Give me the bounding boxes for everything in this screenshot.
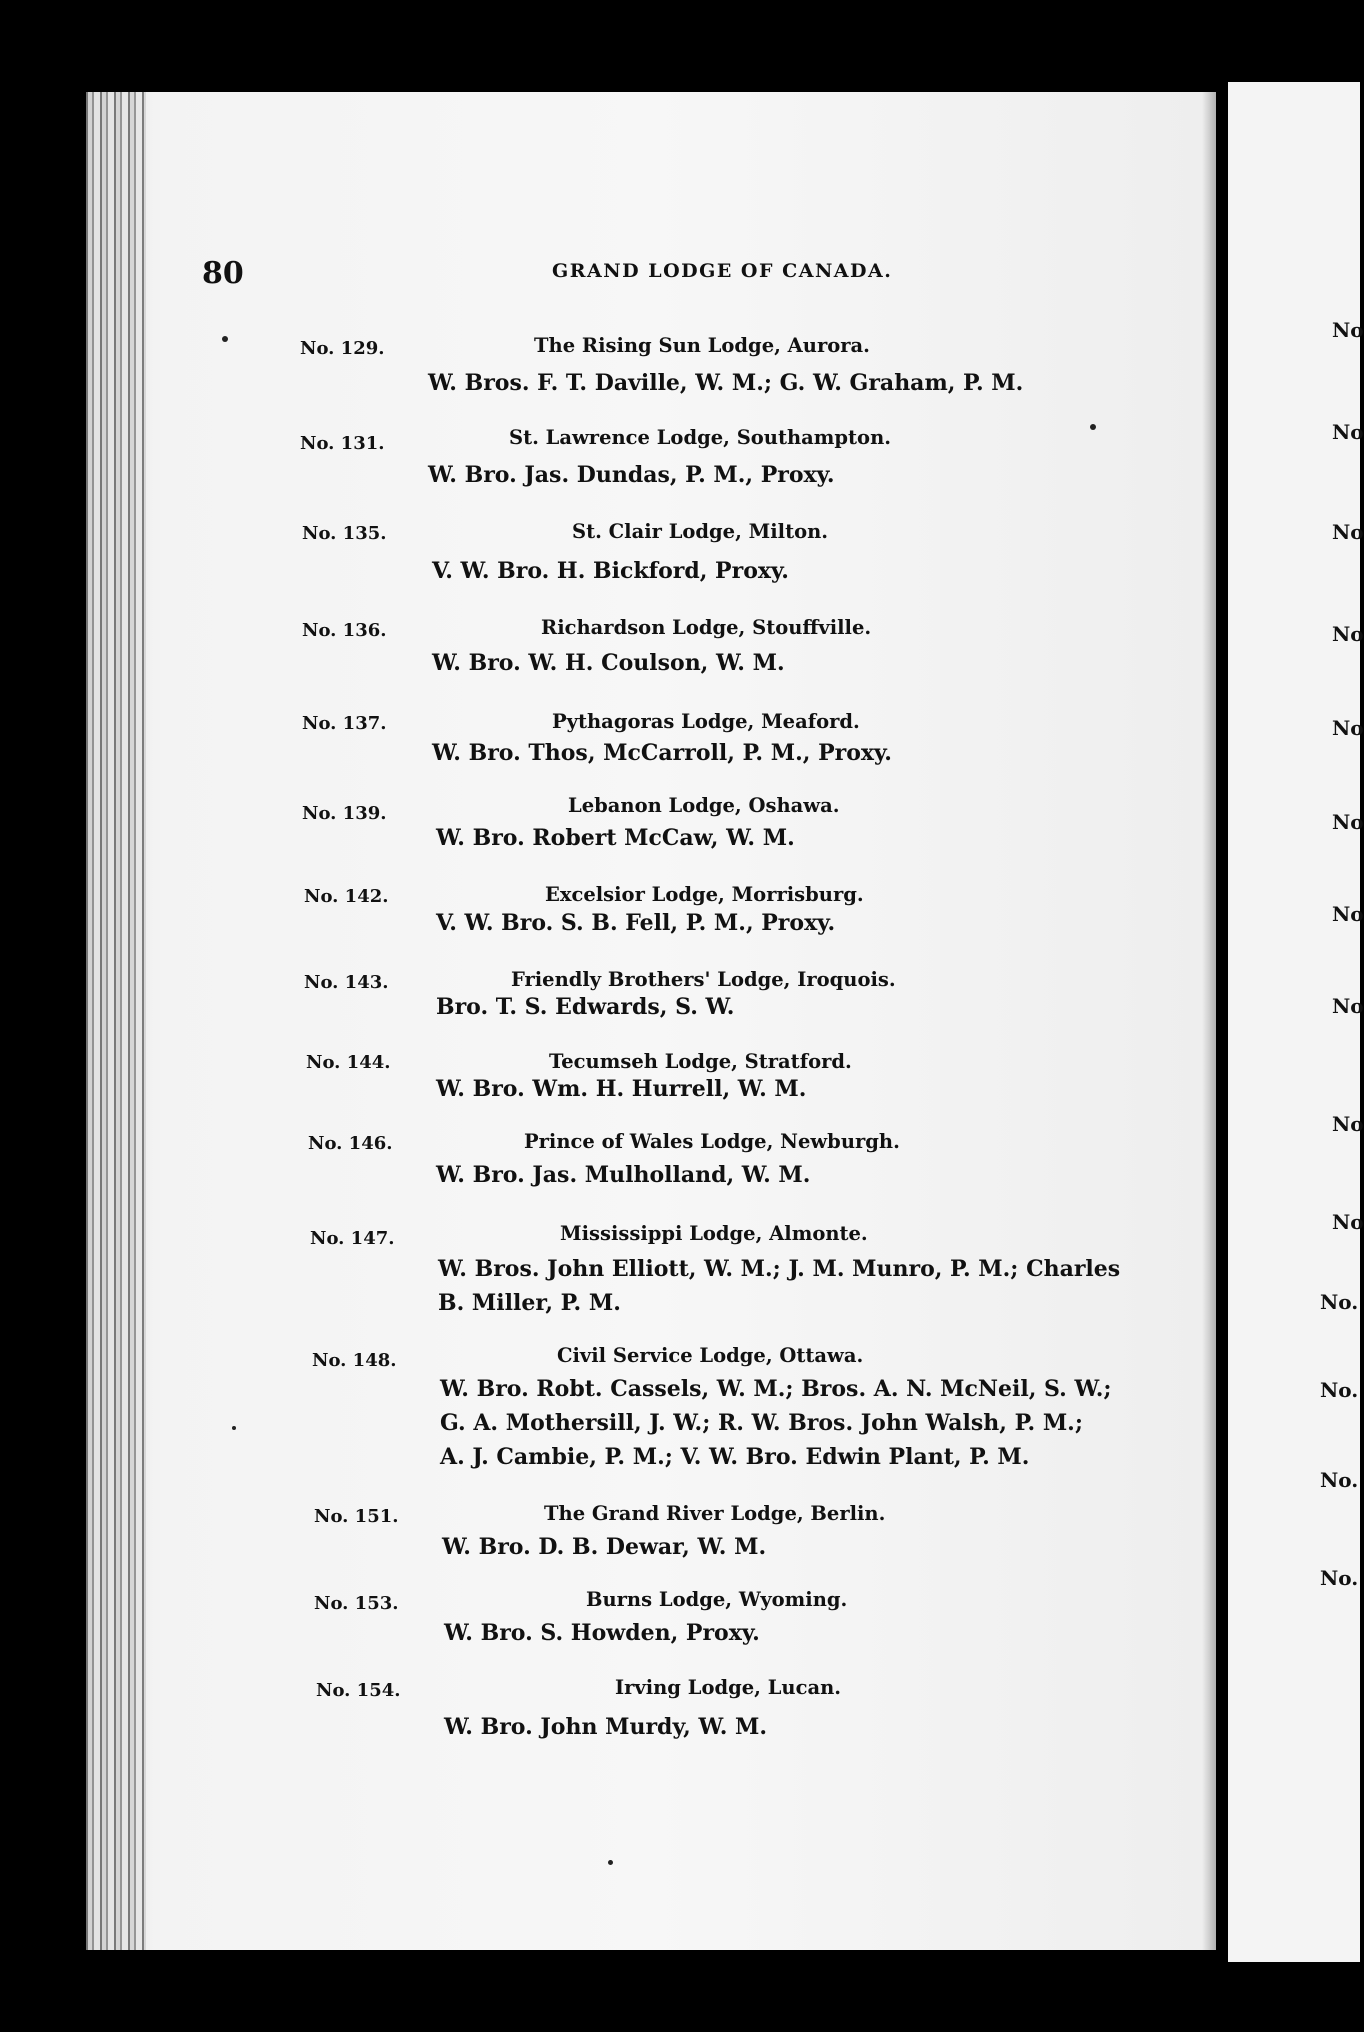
lodge-number: No. 147. — [310, 1228, 395, 1249]
representative-line: W. Bros. John Elliott, W. M.; J. M. Munro, P. M.; Charles — [438, 1256, 1121, 1282]
representative-line: Bro. T. S. Edwards, S. W. — [436, 994, 735, 1020]
lodge-number: No. 137. — [302, 713, 387, 734]
facing-page-fragment: No. — [1320, 1378, 1359, 1402]
representative-line: W. Bro. Wm. H. Hurrell, W. M. — [436, 1076, 807, 1102]
lodge-name: Civil Service Lodge, Ottawa. — [557, 1344, 864, 1367]
facing-page-fragment: No — [1332, 1210, 1364, 1234]
facing-page-fragment: No. — [1320, 1290, 1359, 1314]
lodge-number: No. 143. — [304, 972, 389, 993]
facing-page-fragment: No — [1332, 420, 1364, 444]
representative-line: W. Bro. W. H. Coulson, W. M. — [432, 650, 785, 676]
right-page-edge — [1228, 82, 1364, 1962]
facing-page-fragment: No. — [1320, 1468, 1359, 1492]
lodge-number: No. 153. — [314, 1593, 399, 1614]
representative-line: W. Bro. S. Howden, Proxy. — [444, 1620, 760, 1646]
lodge-name: St. Lawrence Lodge, Southampton. — [509, 426, 892, 449]
lodge-number: No. 146. — [308, 1133, 393, 1154]
facing-page-fragment: No. — [1320, 1566, 1359, 1590]
facing-page-fragment: No — [1332, 622, 1364, 646]
lodge-name: Richardson Lodge, Stouffville. — [541, 616, 872, 639]
lodge-number: No. 144. — [306, 1052, 391, 1073]
representative-line: B. Miller, P. M. — [438, 1290, 621, 1316]
facing-page-fragment: No — [1332, 318, 1364, 342]
lodge-name: Mississippi Lodge, Almonte. — [560, 1222, 868, 1245]
representative-line: W. Bro. Thos, McCarroll, P. M., Proxy. — [432, 740, 892, 766]
lodge-number: No. 135. — [302, 523, 387, 544]
lodge-name: The Rising Sun Lodge, Aurora. — [534, 334, 870, 357]
lodge-name: Lebanon Lodge, Oshawa. — [568, 794, 840, 817]
facing-page-fragment: No — [1332, 902, 1364, 926]
representative-line: W. Bro. D. B. Dewar, W. M. — [442, 1534, 767, 1560]
running-head: GRAND LODGE OF CANADA. — [552, 260, 893, 282]
lodge-name: Excelsior Lodge, Morrisburg. — [545, 883, 864, 906]
lodge-name: Prince of Wales Lodge, Newburgh. — [524, 1130, 900, 1153]
facing-page-fragment: No — [1332, 520, 1364, 544]
facing-page-fragment: No — [1332, 1112, 1364, 1136]
lodge-number: No. 142. — [304, 886, 389, 907]
page-number: 80 — [202, 256, 244, 291]
representative-line: W. Bro. Jas. Dundas, P. M., Proxy. — [428, 462, 835, 488]
lodge-name: St. Clair Lodge, Milton. — [572, 520, 829, 543]
representative-line: W. Bro. Robert McCaw, W. M. — [436, 825, 795, 851]
representative-line: W. Bro. John Murdy, W. M. — [444, 1714, 768, 1740]
page-binding-edge — [86, 92, 146, 1950]
lodge-number: No. 151. — [314, 1506, 399, 1527]
lodge-name: Irving Lodge, Lucan. — [615, 1676, 842, 1699]
representative-line: V. W. Bro. S. B. Fell, P. M., Proxy. — [436, 910, 836, 936]
lodge-number: No. 154. — [316, 1680, 401, 1701]
lodge-name: Friendly Brothers' Lodge, Iroquois. — [511, 968, 896, 991]
lodge-number: No. 129. — [300, 338, 385, 359]
lodge-name: Pythagoras Lodge, Meaford. — [552, 710, 860, 733]
ink-speck — [608, 1860, 613, 1865]
lodge-number: No. 148. — [312, 1350, 397, 1371]
representative-line: A. J. Cambie, P. M.; V. W. Bro. Edwin Plant, P. M. — [440, 1444, 1030, 1470]
lodge-number: No. 131. — [300, 433, 385, 454]
representative-line: W. Bro. Jas. Mulholland, W. M. — [436, 1162, 811, 1188]
lodge-name: The Grand River Lodge, Berlin. — [544, 1502, 886, 1525]
representative-line: W. Bros. F. T. Daville, W. M.; G. W. Graham, P. M. — [428, 370, 1024, 396]
lodge-number: No. 139. — [302, 803, 387, 824]
ink-speck — [1090, 424, 1096, 430]
page-fold-shadow — [1202, 92, 1216, 1950]
facing-page-fragment: No — [1332, 994, 1364, 1018]
representative-line: W. Bro. Robt. Cassels, W. M.; Bros. A. N. McNeil, S. W.; — [440, 1376, 1112, 1402]
lodge-name: Burns Lodge, Wyoming. — [586, 1588, 848, 1611]
representative-line: V. W. Bro. H. Bickford, Proxy. — [432, 558, 789, 584]
facing-page-fragment: No — [1332, 810, 1364, 834]
ink-speck — [232, 1426, 236, 1430]
lodge-name: Tecumseh Lodge, Stratford. — [549, 1050, 852, 1073]
representative-line: G. A. Mothersill, J. W.; R. W. Bros. John Walsh, P. M.; — [440, 1410, 1083, 1436]
facing-page-fragment: No — [1332, 716, 1364, 740]
ink-speck — [222, 336, 228, 342]
lodge-number: No. 136. — [302, 620, 387, 641]
